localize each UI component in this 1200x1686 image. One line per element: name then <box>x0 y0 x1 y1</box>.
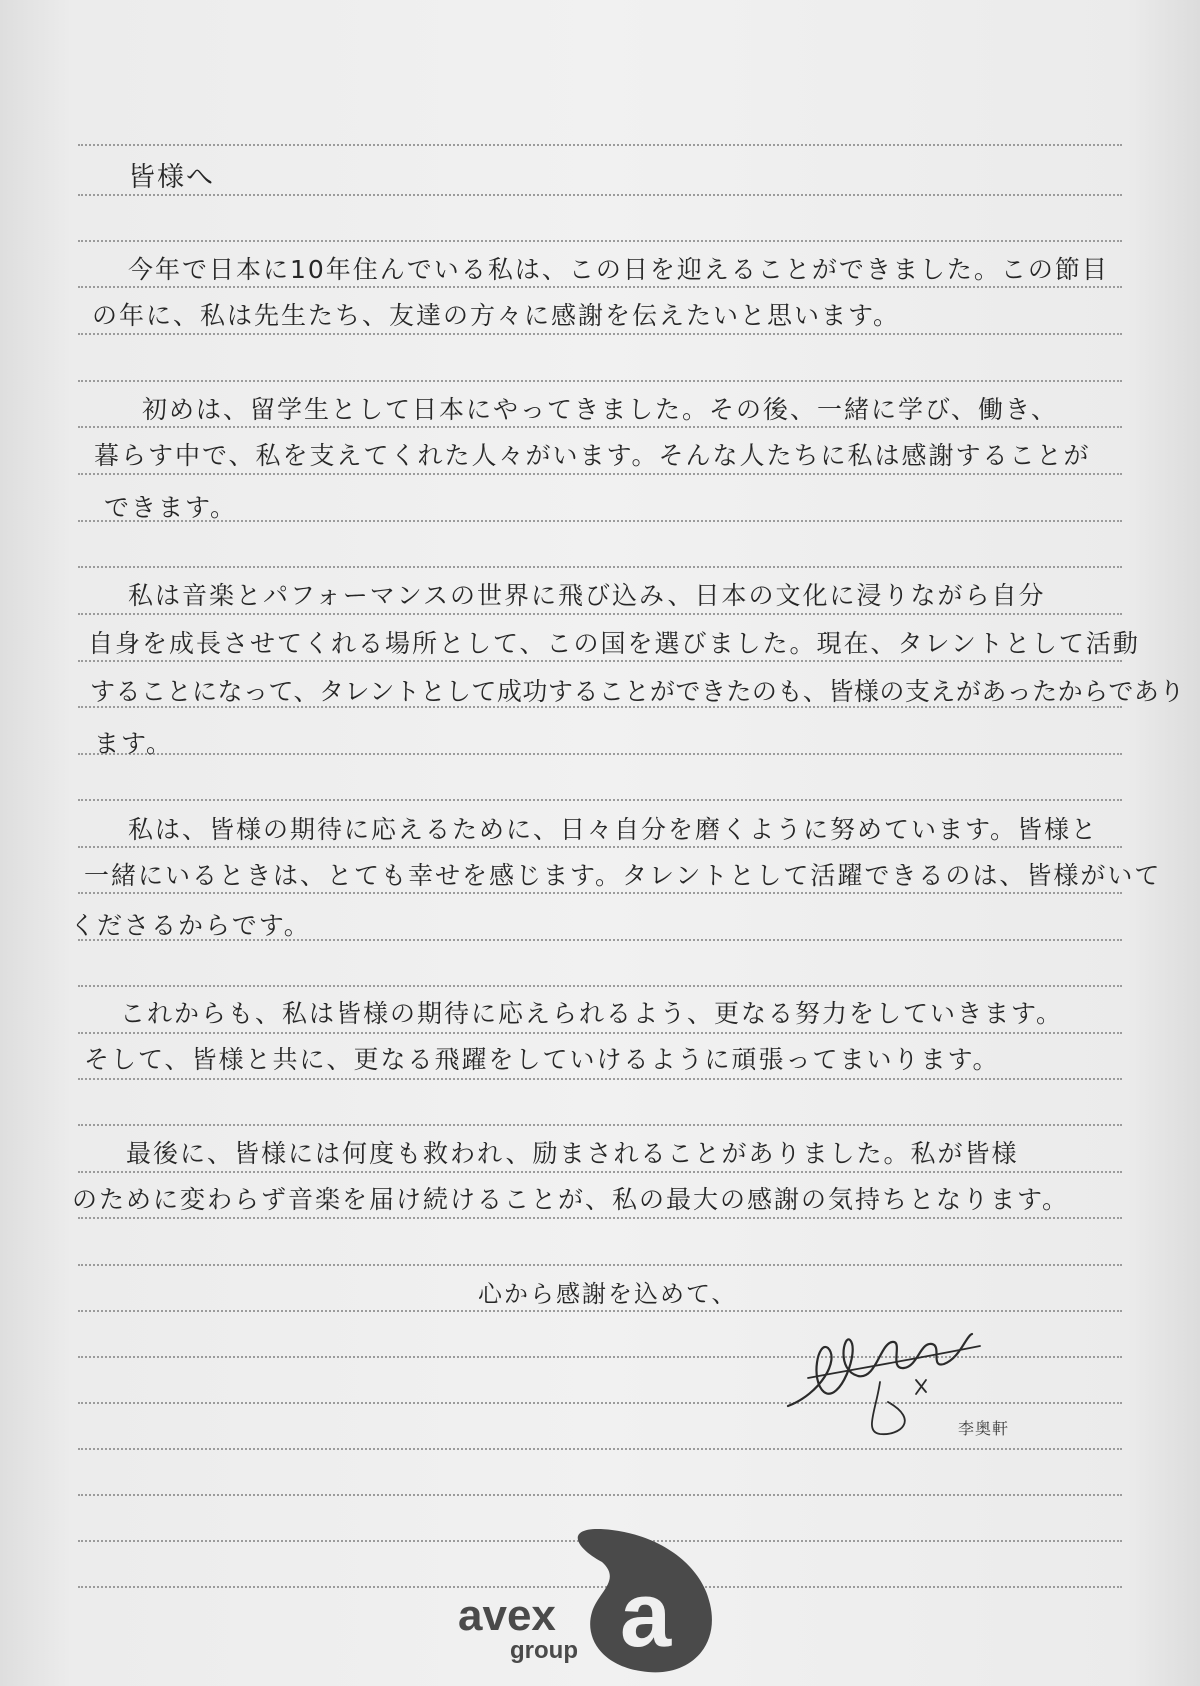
letter-line: これからも、私は皆様の期待に応えられるよう、更なる努力をしていきます。 <box>120 999 1064 1028</box>
avex-group-logo <box>452 1526 737 1676</box>
logo-brand: avex <box>458 1591 556 1640</box>
ruled-line <box>78 1494 1122 1496</box>
letter-line: 最後に、皆様には何度も救われ、励まされることがありました。私が皆様 <box>126 1139 1019 1168</box>
letter-line: そして、皆様と共に、更なる飛躍をしていけるように頑張ってまいります。 <box>84 1045 1000 1074</box>
ruled-line <box>78 1124 1122 1126</box>
ruled-line <box>78 566 1122 568</box>
letter-line: くださるからです。 <box>70 911 311 940</box>
ruled-line <box>78 240 1122 242</box>
letter-line: できます。 <box>104 493 238 522</box>
closing-line: 心から感謝を込めて、 <box>478 1280 738 1308</box>
logo-mark-letter: a <box>620 1564 672 1666</box>
ruled-line <box>78 799 1122 801</box>
logo-sub: group <box>510 1637 578 1664</box>
letter-line: 今年で日本に10年住んでいる私は、この日を迎えることができました。この節目 <box>128 255 1109 284</box>
ruled-line <box>78 144 1122 146</box>
letter-line: 私は、皆様の期待に応えるために、日々自分を磨くように努めています。皆様と <box>128 815 1099 844</box>
letter-line: ます。 <box>94 729 174 758</box>
ruled-line <box>78 1448 1122 1450</box>
salutation: 皆様へ <box>128 162 215 193</box>
ruled-line <box>78 1264 1122 1266</box>
ruled-line <box>78 380 1122 382</box>
letter-line: 一緒にいるときは、とても幸せを感じます。タレントとして活躍できるのは、皆様がいて <box>84 861 1162 890</box>
letter-line: 初めは、留学生として日本にやってきました。その後、一緒に学び、働き、 <box>142 395 1059 424</box>
signature-printed-name: 李奥軒 <box>958 1419 1010 1438</box>
letter-line: 自身を成長させてくれる場所として、この国を選びました。現在、タレントとして活動 <box>88 629 1140 658</box>
letter-line: 暮らす中で、私を支えてくれた人々がいます。そんな人たちに私は感謝することが <box>94 441 1091 470</box>
letter-line: することになって、タレントとして成功することができたのも、皆様の支えがあったからであり <box>90 677 1185 706</box>
letter-line: のために変わらず音楽を届け続けることが、私の最大の感謝の気持ちとなります。 <box>72 1185 1070 1214</box>
letter-line: 私は音楽とパフォーマンスの世界に飛び込み、日本の文化に浸りながら自分 <box>128 581 1046 610</box>
letter-line: の年に、私は先生たち、友達の方々に感謝を伝えたいと思います。 <box>92 301 901 330</box>
ruled-line <box>78 985 1122 987</box>
